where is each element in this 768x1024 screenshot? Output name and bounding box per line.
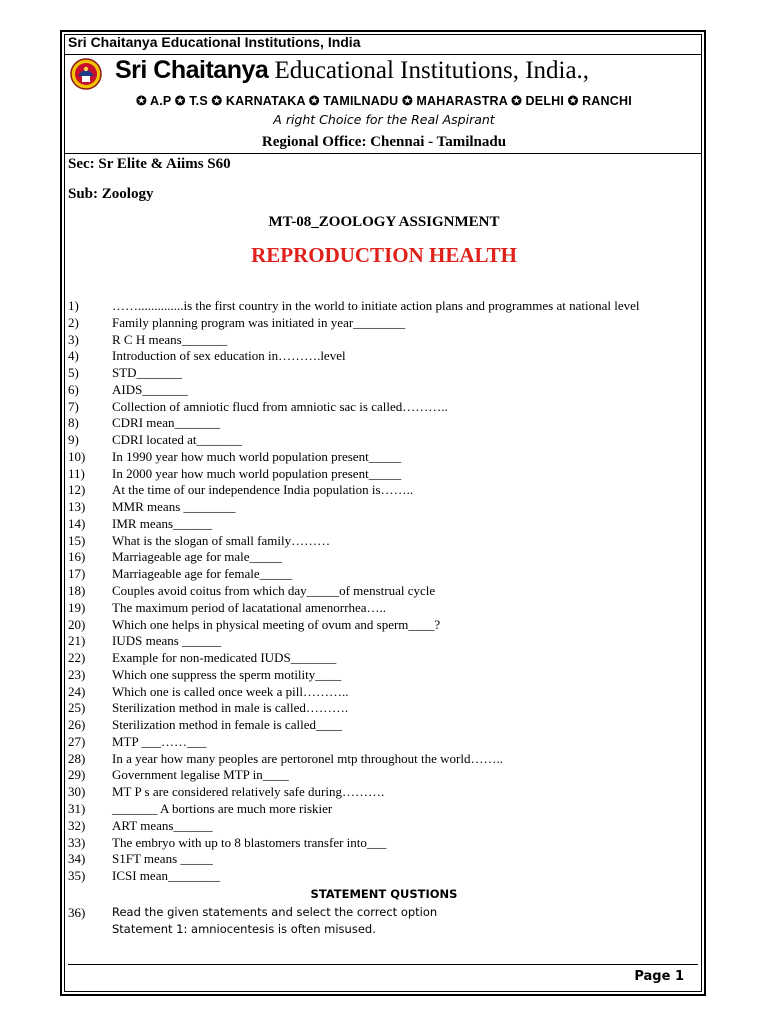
question-row <box>68 767 698 784</box>
question-number: 24) <box>68 683 86 699</box>
question-row <box>68 315 698 332</box>
header-bottom-divider <box>64 153 702 154</box>
institution-logo-icon <box>70 58 102 90</box>
question-text: ……..............is the first country in the world to initiate action plans and programmes at national level <box>112 298 640 313</box>
question-number: 26) <box>68 717 86 733</box>
question-text: Marriageable age for male_____ <box>112 549 283 565</box>
question-number: 18) <box>68 583 86 599</box>
question-number: 31) <box>68 800 86 816</box>
question-number: 21) <box>68 633 86 649</box>
question-text: MMR means ________ <box>112 499 236 515</box>
question-row <box>68 516 698 533</box>
question-text: Which one suppress the sperm motility____ <box>112 666 342 682</box>
question-text: At the time of our independence India population is…….. <box>112 482 414 498</box>
question-row <box>68 549 698 566</box>
question-number: 11) <box>68 465 85 481</box>
question-text: CDRI mean_______ <box>112 415 220 431</box>
question-text: AIDS_______ <box>112 381 188 397</box>
question-number: 28) <box>68 750 86 766</box>
question-row <box>68 482 698 499</box>
question-text: In 2000 year how much world population present_____ <box>112 465 402 481</box>
question-number: 36) <box>68 905 86 920</box>
regional-office: Regional Office: Chennai - Tamilnadu <box>261 134 507 150</box>
tagline: A right Choice for the Real Aspirant <box>273 112 495 127</box>
question-text: CDRI located at_______ <box>112 432 242 448</box>
question-row <box>68 432 698 449</box>
page-title: REPRODUCTION HEALTH <box>251 243 517 267</box>
question-number: 25) <box>68 700 86 716</box>
question-text: The embryo with up to 8 blastomers transfer into___ <box>112 834 387 850</box>
question-number: 3) <box>68 331 79 347</box>
question-text: Introduction of sex education in……….level <box>112 348 346 364</box>
brand-rest: Educational Institutions, India., <box>268 57 590 84</box>
question-number: 1) <box>68 298 79 313</box>
question-row <box>68 583 698 600</box>
question-number: 34) <box>68 851 86 867</box>
question-number: 4) <box>68 348 79 364</box>
assignment-title: MT-08_ZOOLOGY ASSIGNMENT <box>268 214 500 230</box>
question-row <box>68 801 698 818</box>
question-row <box>68 298 698 315</box>
question-number: 6) <box>68 381 79 397</box>
subject-label: Sub: Zoology <box>68 186 154 202</box>
question-row <box>68 600 698 617</box>
question-text: Couples avoid coitus from which day_____of menstrual cycle <box>112 583 436 599</box>
question-text: Government legalise MTP in____ <box>112 767 289 783</box>
question-number: 27) <box>68 733 86 749</box>
question-text: What is the slogan of small family……… <box>112 532 331 548</box>
question-number: 10) <box>68 448 86 464</box>
question-text: Sterilization method in male is called………. <box>112 700 349 716</box>
question-row <box>68 382 698 399</box>
question-text: STD_______ <box>112 365 183 381</box>
question-row <box>68 415 698 432</box>
question-text: S1FT means _____ <box>112 851 213 867</box>
question-number: 16) <box>68 549 86 565</box>
question-text: MTP ___……___ <box>112 733 207 749</box>
statement-1: Statement 1: amniocentesis is often misused. <box>112 922 376 936</box>
question-number: 33) <box>68 834 86 850</box>
question-number: 35) <box>68 868 86 884</box>
question-row <box>68 499 698 516</box>
question-text: ICSI mean________ <box>112 868 220 884</box>
question-row <box>68 633 698 650</box>
question-number: 8) <box>68 415 79 431</box>
question-row <box>68 650 698 667</box>
question-number: 23) <box>68 666 86 682</box>
question-text: In 1990 year how much world population present_____ <box>112 448 402 464</box>
question-row <box>68 348 698 365</box>
question-row <box>68 851 698 868</box>
header-top-line: Sri Chaitanya Educational Institutions, India <box>68 34 361 50</box>
question-text: Which one helps in physical meeting of ovum and sperm____? <box>112 616 441 632</box>
question-row <box>68 365 698 382</box>
question-number: 15) <box>68 532 86 548</box>
question-text: ART means______ <box>112 817 213 833</box>
question-number: 2) <box>68 314 79 330</box>
question-row <box>68 700 698 717</box>
statement-heading: STATEMENT QUSTIONS <box>310 887 458 901</box>
header-divider <box>64 54 702 55</box>
question-row <box>68 751 698 768</box>
section-label: Sec: Sr Elite & Aiims S60 <box>68 156 231 172</box>
question-number: 20) <box>68 616 86 632</box>
states-line: ✪ A.P ✪ T.S ✪ KARNATAKA ✪ TAMILNADU ✪ MAHARASTRA ✪ DELHI ✪ RANCHI <box>136 94 632 108</box>
question-row <box>68 868 698 885</box>
question-text: IMR means______ <box>112 515 213 531</box>
question-text: The maximum period of lacatational amenorrhea….. <box>112 599 386 615</box>
question-row <box>68 566 698 583</box>
question-row <box>68 784 698 801</box>
question-text: R C H means_______ <box>112 331 228 347</box>
question-number: 7) <box>68 398 79 414</box>
question-text: IUDS means ______ <box>112 633 222 649</box>
question-text: Family planning program was initiated in year________ <box>112 314 406 330</box>
question-number: 17) <box>68 566 86 582</box>
question-number: 12) <box>68 482 86 498</box>
question-text: MT P s are considered relatively safe during………. <box>112 784 385 800</box>
question-row <box>68 399 698 416</box>
question-text: Example for non-medicated IUDS_______ <box>112 650 337 666</box>
question-row <box>68 717 698 734</box>
question-row <box>68 667 698 684</box>
question-number: 29) <box>68 767 86 783</box>
question-text: Read the given statements and select the correct option <box>112 905 438 919</box>
question-number: 32) <box>68 817 86 833</box>
question-text: _______ A bortions are much more riskier <box>112 800 333 816</box>
question-row <box>68 835 698 852</box>
question-row <box>68 734 698 751</box>
question-number: 19) <box>68 599 86 615</box>
question-row <box>68 449 698 466</box>
question-row <box>68 617 698 634</box>
question-number: 9) <box>68 432 79 448</box>
page-number: Page 1 <box>634 969 684 984</box>
question-number: 14) <box>68 515 86 531</box>
question-text: Marriageable age for female_____ <box>112 566 293 582</box>
question-text: Which one is called once week a pill……….. <box>112 683 349 699</box>
question-text: In a year how many peoples are pertoronel mtp throughout the world…….. <box>112 750 503 766</box>
question-36 <box>68 905 438 921</box>
question-list <box>68 298 698 885</box>
footer-divider <box>68 964 698 965</box>
question-row <box>68 332 698 349</box>
brand-name <box>115 56 589 85</box>
question-row <box>68 684 698 701</box>
brand-bold: Sri Chaitanya <box>115 56 269 84</box>
question-row <box>68 533 698 550</box>
question-number: 13) <box>68 499 86 515</box>
question-row <box>68 818 698 835</box>
question-number: 22) <box>68 650 86 666</box>
question-text: Collection of amniotic flucd from amniotic sac is called……….. <box>112 398 448 414</box>
question-row <box>68 466 698 483</box>
question-text: Sterilization method in female is called____ <box>112 717 342 733</box>
question-number: 30) <box>68 784 86 800</box>
question-number: 5) <box>68 365 79 381</box>
